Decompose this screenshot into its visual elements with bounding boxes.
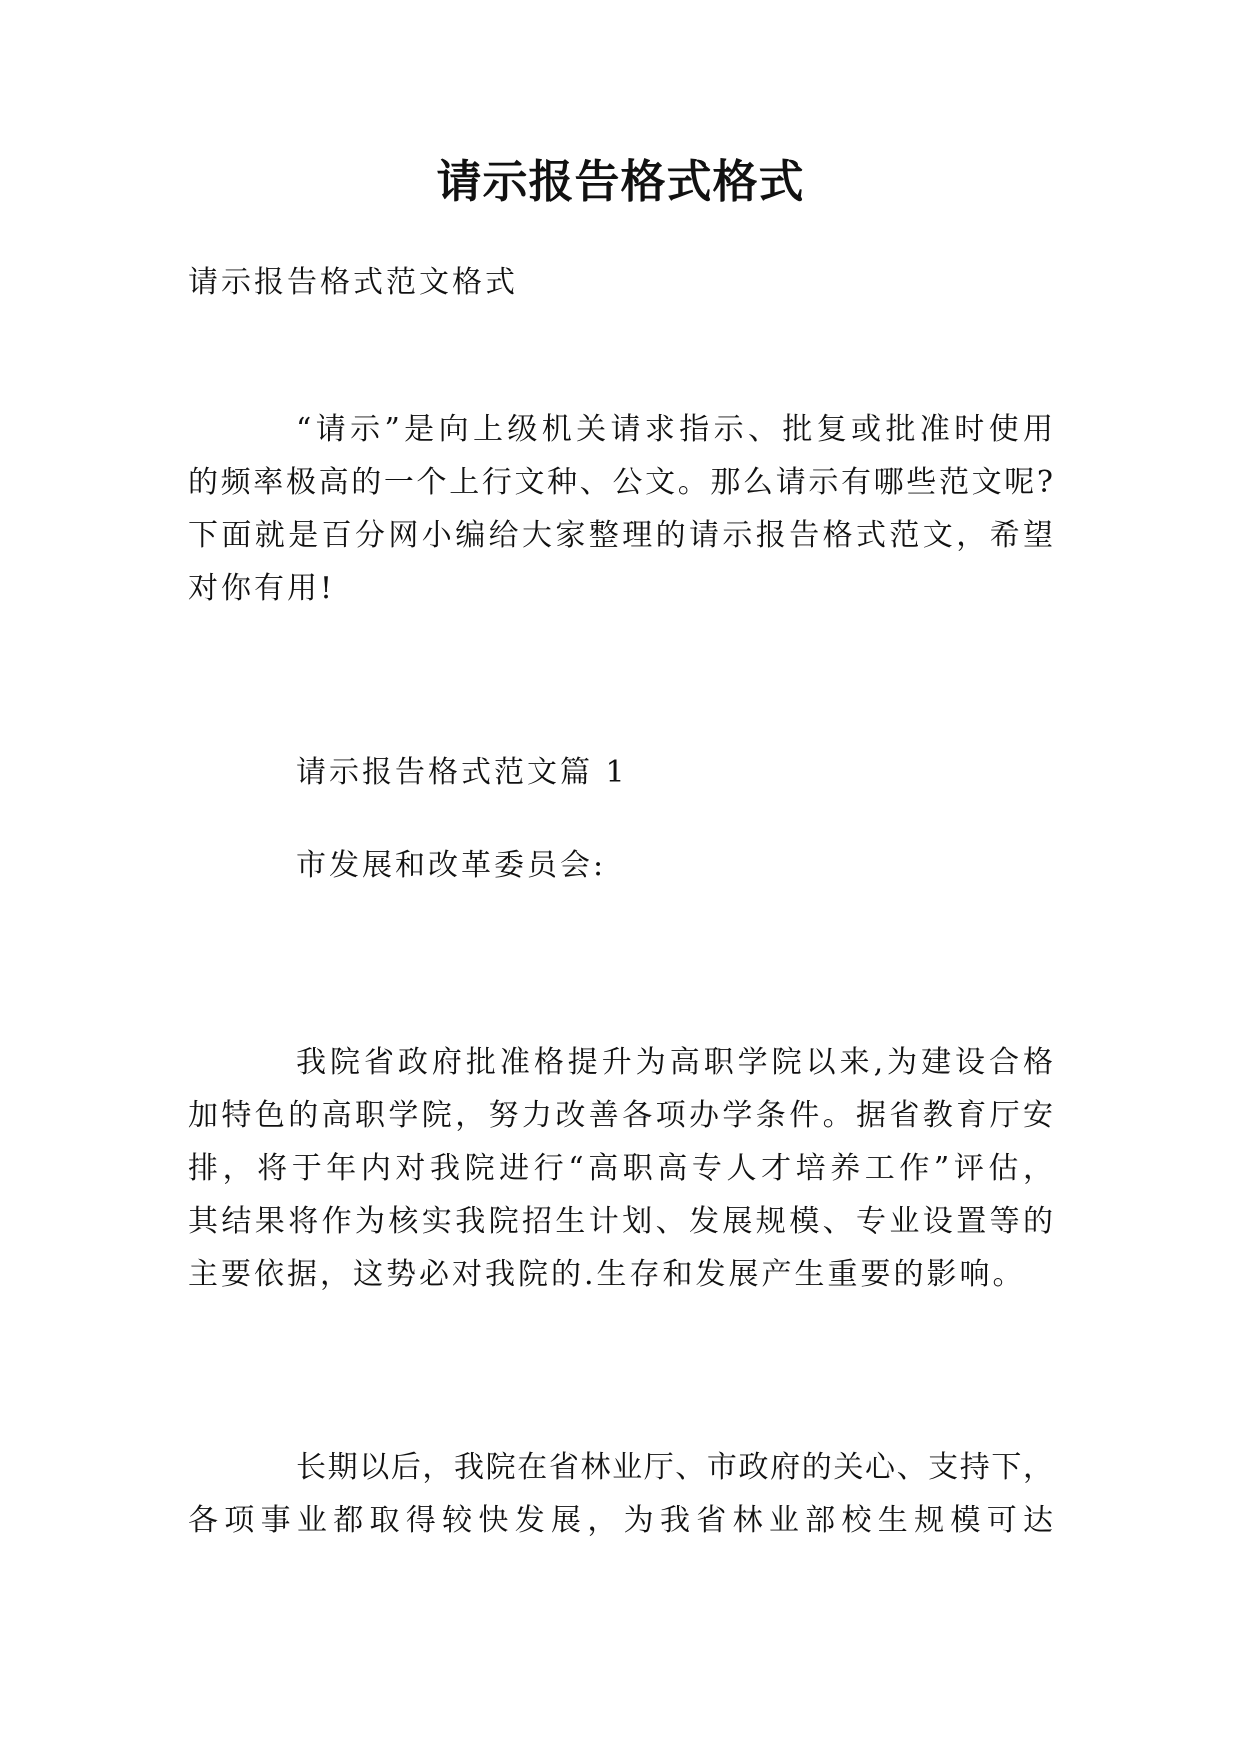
paragraph-1-line-5: 主要依据，这势必对我院的.生存和发展产生重要的影响。 bbox=[188, 1257, 1026, 1292]
paragraph-2-line-1: 长期以后，我院在省林业厅、市政府的关心、支持下， bbox=[296, 1450, 1053, 1485]
paragraph-1-line-4: 其结果将作为核实我院招生计划、发展规模、专业设置等的 bbox=[188, 1204, 1053, 1239]
document-title: 请示报告格式格式 bbox=[436, 155, 805, 208]
intro-line-2: 的频率极高的一个上行文种、公文。那么请示有哪些范文呢? bbox=[188, 465, 1053, 500]
section-heading: 请示报告格式范文篇 1 bbox=[296, 755, 628, 790]
document-subtitle: 请示报告格式范文格式 bbox=[188, 265, 518, 300]
paragraph-1-line-1: 我院省政府批准格提升为高职学院以来,为建设合格 bbox=[296, 1045, 1053, 1080]
intro-line-3: 下面就是百分网小编给大家整理的请示报告格式范文，希望 bbox=[188, 518, 1053, 553]
addressee: 市发展和改革委员会: bbox=[296, 848, 607, 883]
paragraph-1-line-3: 排，将于年内对我院进行“高职高专人才培养工作”评估， bbox=[188, 1151, 1053, 1186]
paragraph-2-line-2: 各项事业都取得较快发展，为我省林业部校生规模可达 bbox=[188, 1503, 1053, 1538]
intro-line-1: “请示”是向上级机关请求指示、批复或批准时使用 bbox=[296, 412, 1053, 447]
intro-line-4: 对你有用! bbox=[188, 571, 336, 606]
paragraph-1-line-2: 加特色的高职学院，努力改善各项办学条件。据省教育厅安 bbox=[188, 1098, 1053, 1133]
